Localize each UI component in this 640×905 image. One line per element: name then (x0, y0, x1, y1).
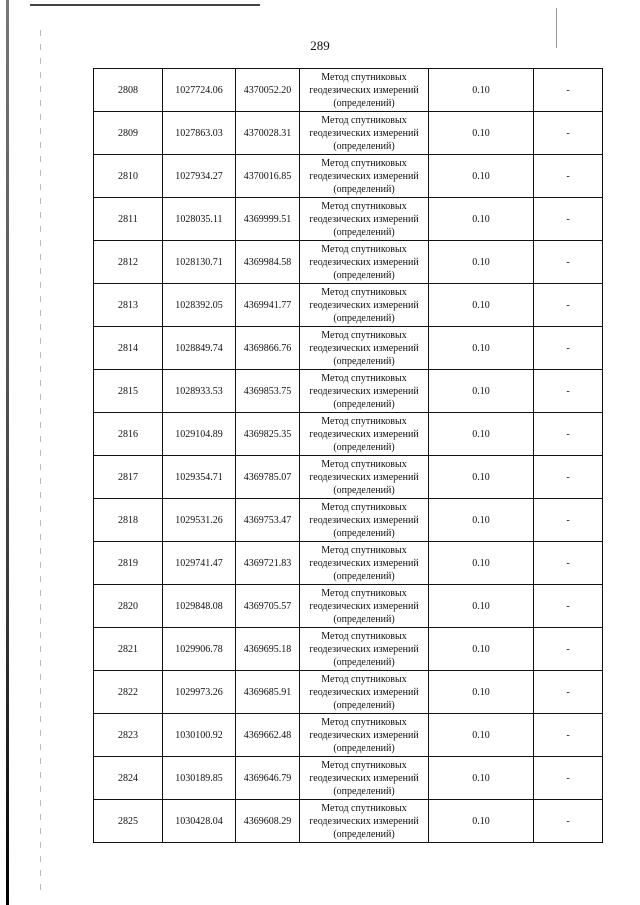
accuracy-cell: 0.10 (429, 241, 534, 284)
y-coordinate-cell: 4369999.51 (236, 198, 300, 241)
method-line: Метод спутниковых (321, 329, 407, 341)
accuracy-cell: 0.10 (429, 327, 534, 370)
y-coordinate-cell: 4369646.79 (236, 757, 300, 800)
method-line: геодезических измерений (309, 772, 419, 784)
point-number-cell: 2809 (94, 112, 163, 155)
table-row (94, 499, 603, 542)
table-row (94, 757, 603, 800)
description-cell: - (534, 499, 603, 542)
table-row (94, 585, 603, 628)
y-coordinate-cell: 4369608.29 (236, 800, 300, 843)
coordinates-table (93, 68, 603, 843)
method-line: геодезических измерений (309, 170, 419, 182)
x-coordinate-cell: 1028392.05 (163, 284, 236, 327)
method-line: Метод спутниковых (321, 157, 407, 169)
method-line: геодезических измерений (309, 385, 419, 397)
accuracy-cell: 0.10 (429, 69, 534, 112)
table-row (94, 198, 603, 241)
x-coordinate-cell: 1027724.06 (163, 69, 236, 112)
table-row (94, 112, 603, 155)
method-line: Метод спутниковых (321, 630, 407, 642)
x-coordinate-cell: 1030189.85 (163, 757, 236, 800)
point-number-cell: 2817 (94, 456, 163, 499)
description-cell: - (534, 370, 603, 413)
description-cell: - (534, 714, 603, 757)
table-row (94, 284, 603, 327)
table-row (94, 542, 603, 585)
method-line: Метод спутниковых (321, 673, 407, 685)
y-coordinate-cell: 4369695.18 (236, 628, 300, 671)
point-number-cell: 2822 (94, 671, 163, 714)
accuracy-cell: 0.10 (429, 671, 534, 714)
x-coordinate-cell: 1029973.26 (163, 671, 236, 714)
table-row (94, 327, 603, 370)
accuracy-cell: 0.10 (429, 757, 534, 800)
method-line: геодезических измерений (309, 514, 419, 526)
method-line: Метод спутниковых (321, 587, 407, 599)
method-cell (300, 241, 429, 284)
point-number-cell: 2808 (94, 69, 163, 112)
table-row (94, 671, 603, 714)
page-number: 289 (310, 38, 330, 53)
method-cell (300, 671, 429, 714)
table-row (94, 155, 603, 198)
method-line: Метод спутниковых (321, 544, 407, 556)
method-cell (300, 112, 429, 155)
method-line: (определений) (333, 140, 395, 152)
method-cell (300, 370, 429, 413)
method-line: геодезических измерений (309, 84, 419, 96)
y-coordinate-cell: 4369785.07 (236, 456, 300, 499)
y-coordinate-cell: 4370028.31 (236, 112, 300, 155)
method-line: (определений) (333, 226, 395, 238)
method-line: (определений) (333, 828, 395, 840)
point-number-cell: 2819 (94, 542, 163, 585)
accuracy-cell: 0.10 (429, 284, 534, 327)
accuracy-cell: 0.10 (429, 800, 534, 843)
method-cell (300, 499, 429, 542)
method-line: Метод спутниковых (321, 802, 407, 814)
method-cell (300, 69, 429, 112)
x-coordinate-cell: 1029104.89 (163, 413, 236, 456)
point-number-cell: 2824 (94, 757, 163, 800)
table-row (94, 413, 603, 456)
coordinates-table-body (94, 69, 603, 843)
method-line: геодезических измерений (309, 342, 419, 354)
method-cell (300, 155, 429, 198)
x-coordinate-cell: 1027934.27 (163, 155, 236, 198)
method-line: геодезических измерений (309, 471, 419, 483)
method-cell (300, 542, 429, 585)
description-cell: - (534, 413, 603, 456)
method-cell (300, 456, 429, 499)
method-line: (определений) (333, 613, 395, 625)
x-coordinate-cell: 1028035.11 (163, 198, 236, 241)
y-coordinate-cell: 4369662.48 (236, 714, 300, 757)
y-coordinate-cell: 4369984.58 (236, 241, 300, 284)
method-line: Метод спутниковых (321, 415, 407, 427)
method-line: (определений) (333, 183, 395, 195)
table-row (94, 456, 603, 499)
table-row (94, 370, 603, 413)
accuracy-cell: 0.10 (429, 456, 534, 499)
method-line: Метод спутниковых (321, 71, 407, 83)
x-coordinate-cell: 1029531.26 (163, 499, 236, 542)
method-line: геодезических измерений (309, 127, 419, 139)
accuracy-cell: 0.10 (429, 628, 534, 671)
y-coordinate-cell: 4370016.85 (236, 155, 300, 198)
method-line: (определений) (333, 355, 395, 367)
y-coordinate-cell: 4369866.76 (236, 327, 300, 370)
description-cell: - (534, 155, 603, 198)
method-cell (300, 327, 429, 370)
point-number-cell: 2821 (94, 628, 163, 671)
scan-artifact-left-edge (6, 0, 9, 905)
method-cell (300, 800, 429, 843)
method-line: геодезических измерений (309, 299, 419, 311)
description-cell: - (534, 284, 603, 327)
method-line: (определений) (333, 785, 395, 797)
accuracy-cell: 0.10 (429, 585, 534, 628)
x-coordinate-cell: 1028933.53 (163, 370, 236, 413)
point-number-cell: 2818 (94, 499, 163, 542)
x-coordinate-cell: 1028849.74 (163, 327, 236, 370)
method-line: (определений) (333, 398, 395, 410)
method-line: (определений) (333, 656, 395, 668)
method-line: (определений) (333, 742, 395, 754)
method-line: геодезических измерений (309, 557, 419, 569)
method-line: Метод спутниковых (321, 501, 407, 513)
accuracy-cell: 0.10 (429, 714, 534, 757)
x-coordinate-cell: 1029906.78 (163, 628, 236, 671)
description-cell: - (534, 585, 603, 628)
method-cell (300, 585, 429, 628)
table-row (94, 241, 603, 284)
description-cell: - (534, 112, 603, 155)
method-line: Метод спутниковых (321, 200, 407, 212)
method-line: геодезических измерений (309, 643, 419, 655)
method-cell (300, 198, 429, 241)
description-cell: - (534, 628, 603, 671)
method-cell (300, 284, 429, 327)
method-line: (определений) (333, 97, 395, 109)
table-row (94, 69, 603, 112)
point-number-cell: 2810 (94, 155, 163, 198)
accuracy-cell: 0.10 (429, 499, 534, 542)
description-cell: - (534, 69, 603, 112)
table-row (94, 714, 603, 757)
description-cell: - (534, 456, 603, 499)
description-cell: - (534, 757, 603, 800)
y-coordinate-cell: 4369825.35 (236, 413, 300, 456)
method-line: (определений) (333, 312, 395, 324)
y-coordinate-cell: 4370052.20 (236, 69, 300, 112)
point-number-cell: 2811 (94, 198, 163, 241)
accuracy-cell: 0.10 (429, 112, 534, 155)
x-coordinate-cell: 1028130.71 (163, 241, 236, 284)
y-coordinate-cell: 4369853.75 (236, 370, 300, 413)
method-line: геодезических измерений (309, 600, 419, 612)
accuracy-cell: 0.10 (429, 413, 534, 456)
method-line: геодезических измерений (309, 256, 419, 268)
method-line: Метод спутниковых (321, 716, 407, 728)
point-number-cell: 2823 (94, 714, 163, 757)
point-number-cell: 2813 (94, 284, 163, 327)
point-number-cell: 2812 (94, 241, 163, 284)
method-cell (300, 714, 429, 757)
point-number-cell: 2815 (94, 370, 163, 413)
description-cell: - (534, 542, 603, 585)
method-line: Метод спутниковых (321, 458, 407, 470)
accuracy-cell: 0.10 (429, 542, 534, 585)
y-coordinate-cell: 4369941.77 (236, 284, 300, 327)
method-line: Метод спутниковых (321, 372, 407, 384)
point-number-cell: 2814 (94, 327, 163, 370)
method-line: (определений) (333, 699, 395, 711)
method-line: (определений) (333, 441, 395, 453)
y-coordinate-cell: 4369753.47 (236, 499, 300, 542)
method-line: Метод спутниковых (321, 114, 407, 126)
method-line: Метод спутниковых (321, 243, 407, 255)
x-coordinate-cell: 1027863.03 (163, 112, 236, 155)
method-line: геодезических измерений (309, 686, 419, 698)
y-coordinate-cell: 4369685.91 (236, 671, 300, 714)
method-cell (300, 628, 429, 671)
description-cell: - (534, 800, 603, 843)
method-cell (300, 757, 429, 800)
y-coordinate-cell: 4369721.83 (236, 542, 300, 585)
method-line: Метод спутниковых (321, 759, 407, 771)
x-coordinate-cell: 1029848.08 (163, 585, 236, 628)
x-coordinate-cell: 1029354.71 (163, 456, 236, 499)
table-row (94, 628, 603, 671)
method-line: (определений) (333, 527, 395, 539)
accuracy-cell: 0.10 (429, 155, 534, 198)
y-coordinate-cell: 4369705.57 (236, 585, 300, 628)
method-line: (определений) (333, 484, 395, 496)
accuracy-cell: 0.10 (429, 198, 534, 241)
description-cell: - (534, 241, 603, 284)
point-number-cell: 2825 (94, 800, 163, 843)
method-line: геодезических измерений (309, 815, 419, 827)
method-line: (определений) (333, 570, 395, 582)
method-line: (определений) (333, 269, 395, 281)
x-coordinate-cell: 1030100.92 (163, 714, 236, 757)
x-coordinate-cell: 1029741.47 (163, 542, 236, 585)
point-number-cell: 2820 (94, 585, 163, 628)
point-number-cell: 2816 (94, 413, 163, 456)
scan-artifact-top-line (30, 4, 260, 6)
scan-artifact-binding-line (40, 30, 41, 890)
description-cell: - (534, 327, 603, 370)
method-line: геодезических измерений (309, 213, 419, 225)
method-line: Метод спутниковых (321, 286, 407, 298)
description-cell: - (534, 198, 603, 241)
method-line: геодезических измерений (309, 729, 419, 741)
description-cell: - (534, 671, 603, 714)
method-line: геодезических измерений (309, 428, 419, 440)
method-cell (300, 413, 429, 456)
accuracy-cell: 0.10 (429, 370, 534, 413)
x-coordinate-cell: 1030428.04 (163, 800, 236, 843)
table-row (94, 800, 603, 843)
